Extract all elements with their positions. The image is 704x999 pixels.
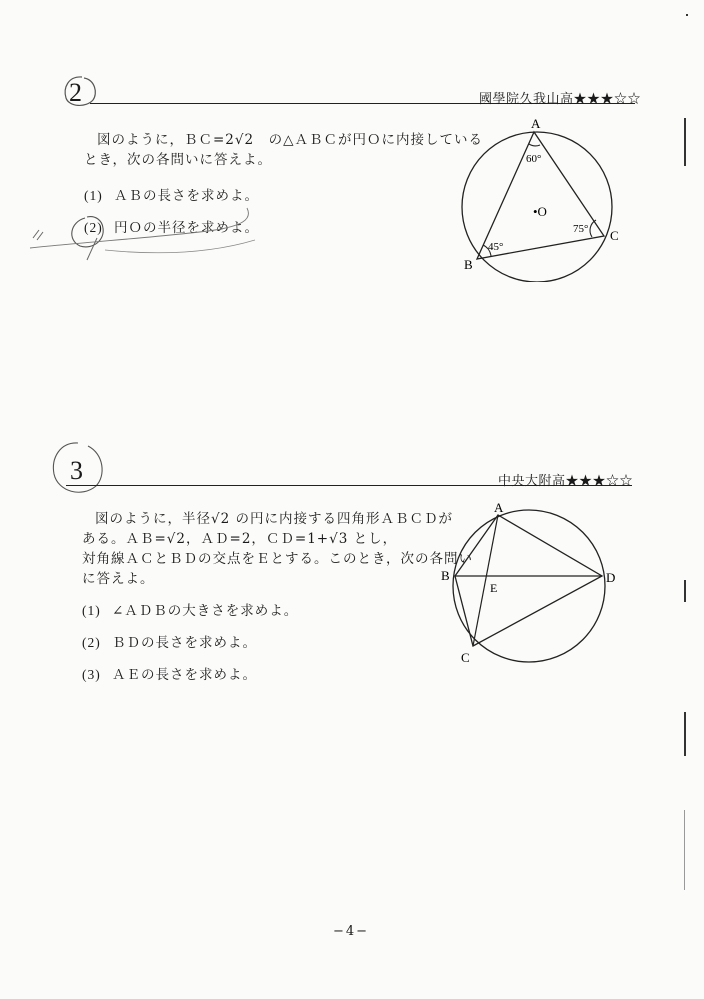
pencil-annotation-mark: [25, 200, 265, 270]
angle-a-label: 60°: [526, 153, 542, 165]
problem-3-statement-line4: に答えよ。: [82, 571, 155, 587]
question-number: (3): [82, 667, 101, 682]
vertex-label-c: C: [610, 228, 619, 243]
question-number: (1): [82, 603, 101, 618]
problem-3-question-2: [82, 631, 257, 651]
page-number: −4−: [333, 924, 370, 939]
problem-2-statement-line1: 図のように，ＢＣ=2√2 の△ＡＢＣが円Ｏに内接している: [97, 132, 483, 148]
center-label-o: •O: [533, 204, 547, 219]
scan-edge-mark: [684, 118, 686, 166]
problem-2-number: 2: [69, 78, 82, 107]
vertex-label-b: B: [464, 257, 473, 272]
question-text: ＢＤの長さを求めよ。: [112, 635, 257, 651]
question-text: ＡＢの長さを求めよ。: [114, 188, 259, 204]
vertex-label-d: D: [606, 570, 616, 585]
question-text: ＡＥの長さを求めよ。: [112, 667, 257, 683]
angle-a-arc: [529, 144, 540, 146]
question-number: (2): [84, 220, 103, 235]
vertex-label-a: A: [531, 116, 541, 131]
problem-3-statement-line3: 対角線ＡＣとＢＤの交点をＥとする。このとき，次の各問い: [82, 551, 473, 567]
vertex-label-b: B: [441, 568, 450, 583]
scan-dot-mark: [686, 14, 688, 16]
vertex-label-a: A: [494, 500, 504, 515]
vertex-label-c: C: [461, 650, 470, 665]
problem-3-figure: [435, 500, 625, 670]
problem-2-statement-line2: とき，次の各問いに答えよ。: [84, 152, 272, 168]
question-text: ∠ＡＤＢの大きさを求めよ。: [112, 603, 299, 619]
question-number: (2): [82, 635, 101, 650]
question-number: (1): [84, 188, 103, 203]
scan-edge-mark: [684, 810, 685, 890]
scan-edge-mark: [684, 712, 686, 756]
question-text: 円Ｏの半径を求めよ。: [114, 220, 259, 236]
triangle-abc: [477, 132, 604, 259]
problem-3-number: 3: [70, 456, 83, 485]
angle-b-label: 45°: [488, 241, 504, 253]
angle-c-label: 75°: [573, 223, 589, 235]
problem-3-school: 中央大附高★★★☆☆: [498, 474, 634, 489]
problem-3-statement-line1: 図のように，半径√2 の円に内接する四角形ＡＢＣＤが: [95, 511, 453, 527]
problem-3-statement-line2: ある。ＡＢ=√2，ＡＤ=2，ＣＤ=1+√3 とし，: [82, 531, 398, 547]
problem-2-school: 國學院久我山高★★★☆☆: [479, 92, 642, 107]
scan-edge-mark: [684, 580, 686, 602]
problem-3-question-3: [82, 663, 257, 683]
problem-2-figure: [450, 112, 650, 282]
problem-3-question-1: [82, 599, 298, 619]
intersection-label-e: E: [490, 581, 498, 595]
